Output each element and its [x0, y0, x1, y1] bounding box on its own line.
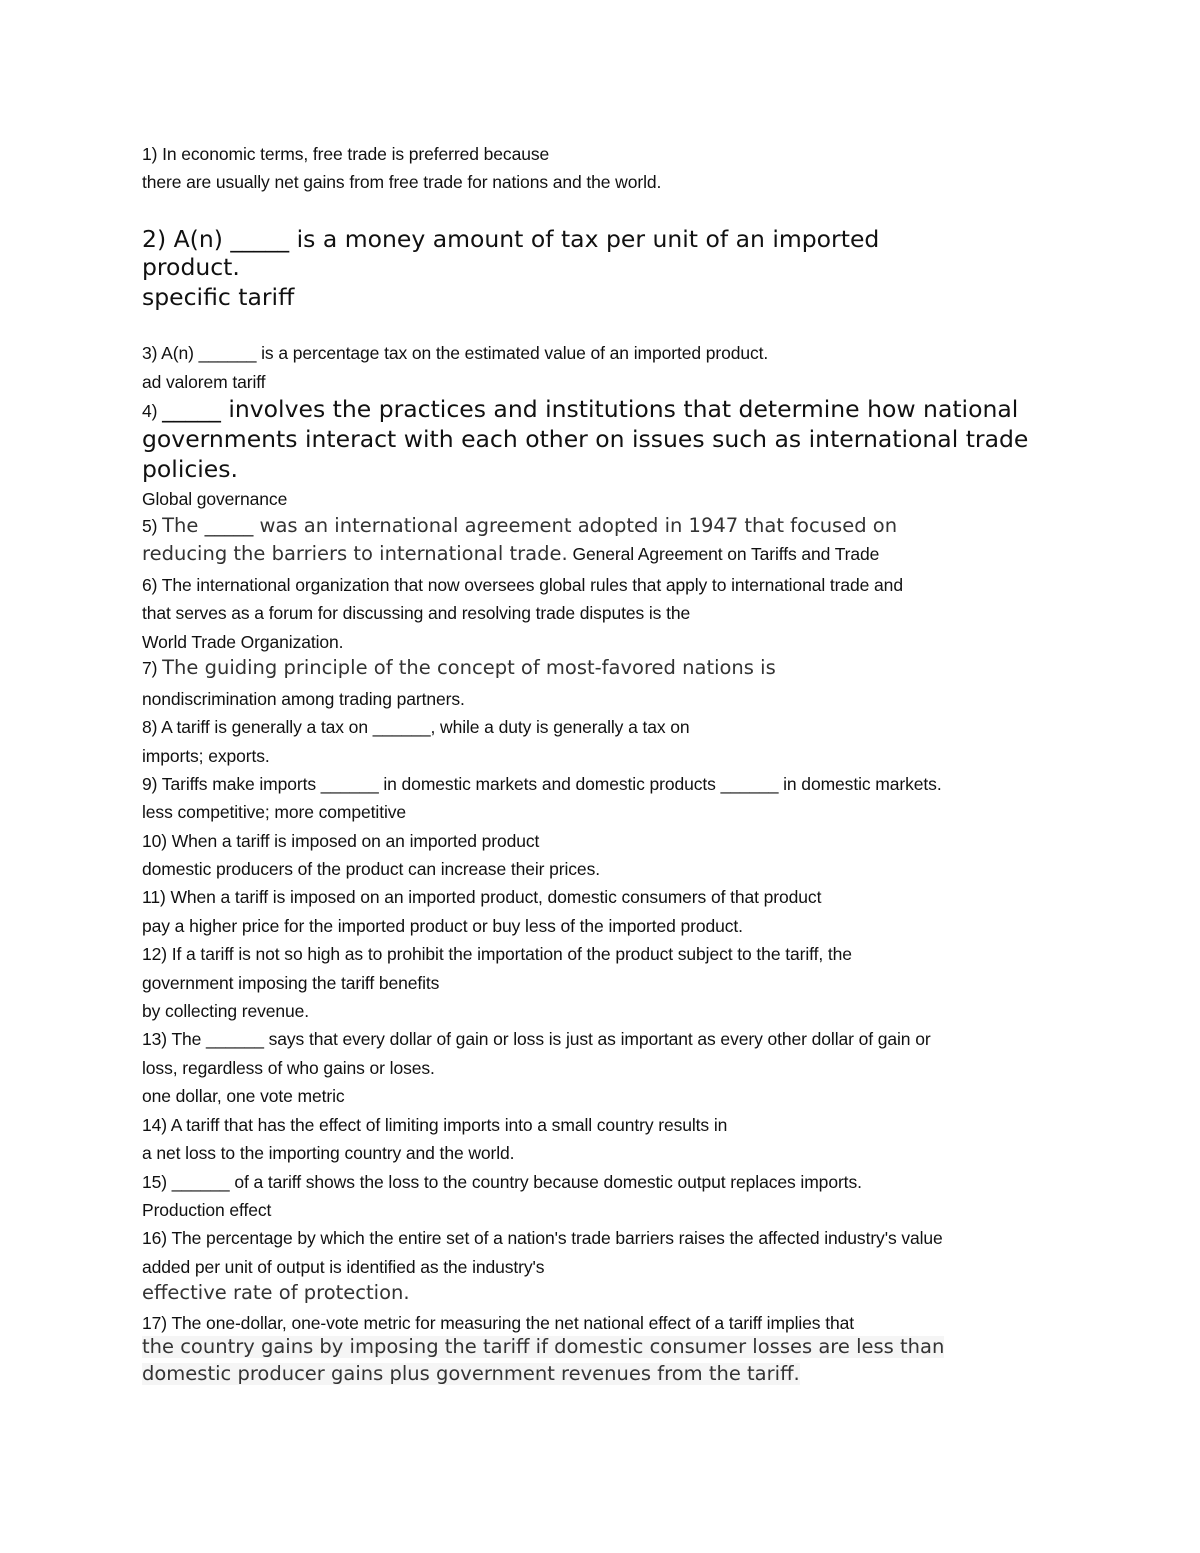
q14-question: 14) A tariff that has the effect of limiting imports into a small country results in [142, 1115, 728, 1135]
q13-question-cont: loss, regardless of who gains or loses. [142, 1058, 435, 1078]
q4-text: _____ involves the practices and institutions that determine how national [162, 395, 1019, 423]
q15-question: 15) ______ of a tariff shows the loss to the country because domestic output replaces imports. [142, 1172, 862, 1192]
q15-answer: Production effect [142, 1200, 272, 1220]
q7-question [142, 657, 776, 679]
q1-question: 1) In economic terms, free trade is preferred because [142, 144, 550, 164]
q2-question: 2) A(n) _____ is a money amount of tax per unit of an imported [142, 225, 880, 253]
q11-question: 11) When a tariff is imposed on an imported product, domestic consumers of that product [142, 887, 822, 907]
q16-question-cont: added per unit of output is identified as the industry's [142, 1257, 545, 1277]
q8-answer: imports; exports. [142, 746, 270, 766]
q1-answer: there are usually net gains from free trade for nations and the world. [142, 172, 662, 192]
q7-text: The guiding principle of the concept of most-favored nations is [162, 656, 776, 679]
q2-answer: specific tariff [142, 283, 295, 311]
q6-answer: World Trade Organization. [142, 632, 344, 652]
q8-question: 8) A tariff is generally a tax on ______, while a duty is generally a tax on [142, 717, 690, 737]
q2-question-cont: product. [142, 253, 240, 281]
q13-answer: one dollar, one vote metric [142, 1086, 345, 1106]
q12-question-cont: government imposing the tariff benefits [142, 973, 440, 993]
q9-answer: less competitive; more competitive [142, 802, 407, 822]
q6-question-cont: that serves as a forum for discussing and resolving trade disputes is the [142, 603, 691, 623]
q14-answer: a net loss to the importing country and the world. [142, 1143, 515, 1163]
q13-question: 13) The ______ says that every dollar of gain or loss is just as important as every other dollar of gain or [142, 1029, 931, 1049]
q17-answer-cont: domestic producer gains plus government revenues from the tariff. [142, 1362, 800, 1385]
q5-question-cont [142, 543, 879, 565]
q5-question [142, 515, 897, 537]
q3-question: 3) A(n) ______ is a percentage tax on the estimated value of an imported product. [142, 343, 769, 363]
q7-answer: nondiscrimination among trading partners. [142, 689, 465, 709]
q10-answer: domestic producers of the product can increase their prices. [142, 859, 600, 879]
q4-question-cont: governments interact with each other on issues such as international trade [142, 425, 1029, 453]
q16-answer: effective rate of protection. [142, 1281, 410, 1304]
q9-question: 9) Tariffs make imports ______ in domestic markets and domestic products ______ in domestic markets. [142, 774, 942, 794]
q4-question-cont2: policies. [142, 455, 238, 483]
q10-question: 10) When a tariff is imposed on an imported product [142, 831, 540, 851]
q17-answer: the country gains by imposing the tariff if domestic consumer losses are less than [142, 1335, 945, 1358]
q17-question: 17) The one-dollar, one-vote metric for measuring the net national effect of a tariff implies that [142, 1313, 854, 1333]
q12-question: 12) If a tariff is not so high as to prohibit the importation of the product subject to the tariff, the [142, 944, 852, 964]
q4-answer: Global governance [142, 489, 288, 509]
q16-question: 16) The percentage by which the entire set of a nation's trade barriers raises the affected industry's value [142, 1228, 943, 1248]
q3-answer: ad valorem tariff [142, 372, 266, 392]
q5-number: 5) [142, 516, 163, 536]
q5-text: The _____ was an international agreement adopted in 1947 that focused on [162, 514, 898, 537]
q11-answer: pay a higher price for the imported product or buy less of the imported product. [142, 916, 743, 936]
q4-number: 4) [142, 401, 163, 421]
q7-number: 7) [142, 658, 163, 678]
q4-question [142, 396, 1018, 423]
q6-question: 6) The international organization that now oversees global rules that apply to international trade and [142, 575, 903, 595]
q12-answer: by collecting revenue. [142, 1001, 310, 1021]
q5-answer: General Agreement on Tariffs and Trade [567, 544, 880, 564]
q5-text-cont: reducing the barriers to international trade. [142, 542, 568, 565]
